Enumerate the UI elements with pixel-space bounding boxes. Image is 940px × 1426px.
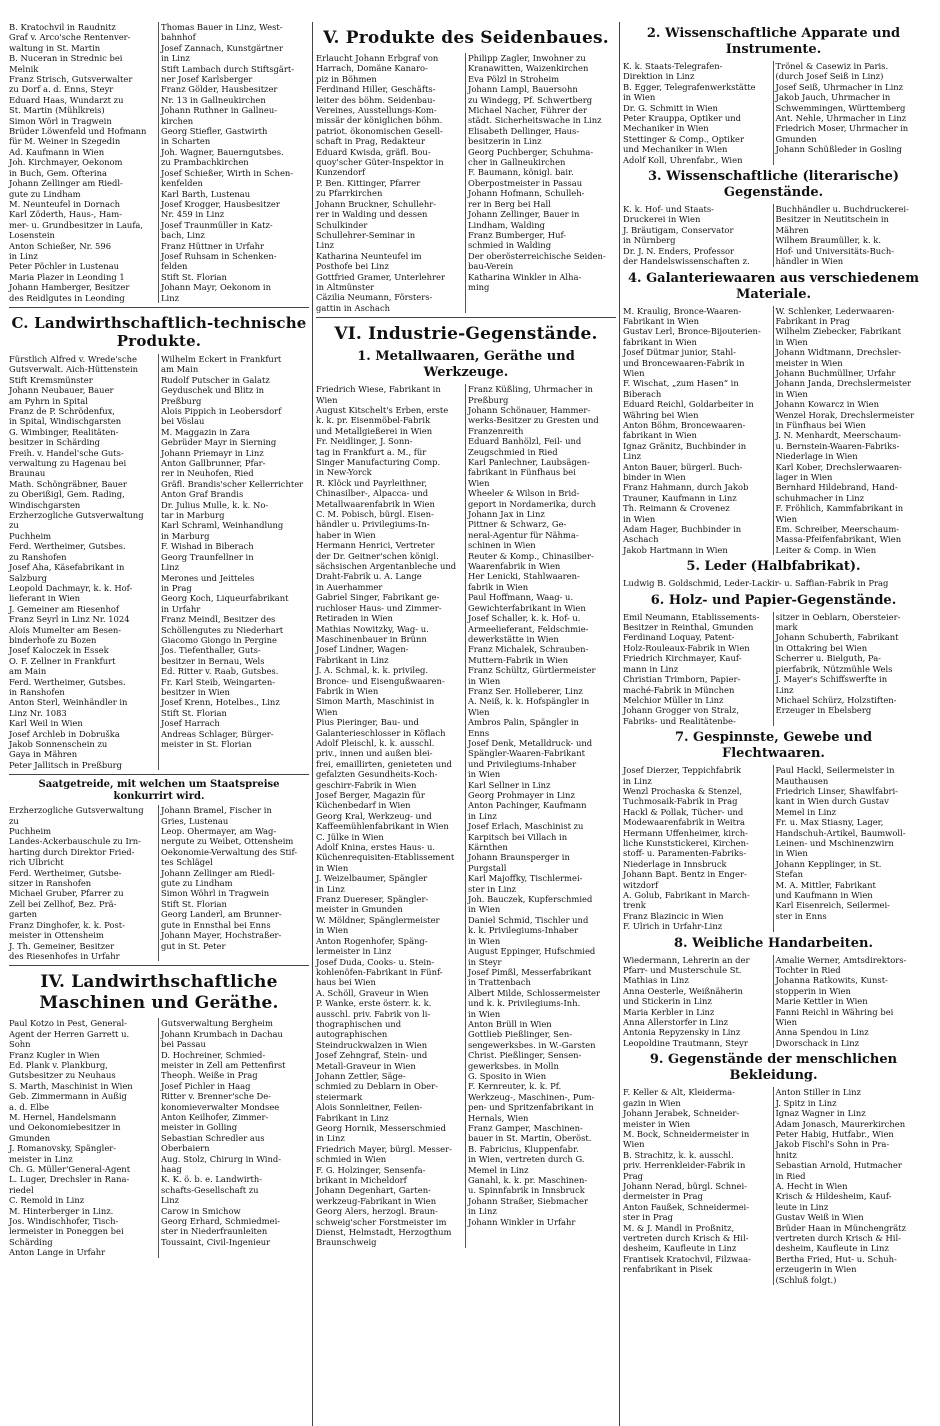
entries-3: [623, 204, 924, 266]
divider: [316, 317, 616, 318]
entries-right: sitzer in Oeblarn, Obersteier- mark Johann Schuberth, Fabrikant in Ottakring bei Wien Scherrer u. Bielguth, Pa- pierfabrik, Nützmühle Wels J. Mayer's Schiffswerfte in Linz Michael Schürz, Holzstiften- Erzeuger in Ebelsberg: [775, 611, 901, 716]
entries-right: Thomas Bauer in Linz, West- bahnhof Josef Zannach, Kunstgärtner in Linz Stift Lambach durch Stiftsgärt- ner Josef Karlsberger Franz Gölder, Hausbesitzer Nr. 13 in Gallneukirchen Johann Ruthner in Gallneu- kirchen Georg Stiefler, Gastwirth in Scharten Joh. Wagner, Bauerngutsbes. zu Prambachkirchen Josef Schießer, Wirth in Schen- kenfelden Karl Barth, Lustenau Josef Krogger, Hausbesitzer Nr. 459 in Linz Josef Traunmüller in Katz- bach, Linz Franz Hüttner in Urfahr Josef Ruhsam in Schenken- felden Stift St. Florian Johann Mayr, Oekonom in Linz: [161, 22, 295, 303]
entries-7: [623, 765, 924, 932]
subsection-title-7: 7. Gespinnste, Gewebe und Flechtwaaren.: [674, 730, 873, 762]
entries-left: K. k. Staats-Telegrafen- Direktion in Linz B. Egger, Telegrafenwerkstätte in Wien Dr. G. Schmitt in Wien Peter Krauppa, Optiker und Mechaniker in Wien Stettinger & Comp., Optiker und Mechaniker in Wien Adolf Koll, Uhrenfabr., Wien: [623, 61, 774, 165]
entries-saatgetreide: [9, 805, 309, 961]
entries-c: [9, 354, 309, 770]
subsection-title-6: 6. Holz- und Papier-Gegenstände.: [650, 592, 897, 608]
entries-left: Fürstlich Alfred v. Wrede'sche Gutsverwalt. Aich-Hüttenstein Stift Kremsmünster Johann Neubauer, Bauer am Pyhrn in Spital Franz de P. Schrödenfux, in Spital, Windischgarsten G. Wimbinger, Realitäten- besitzer in Schärding Freih. v. Handel'sche Guts- verwaltung zu Hagenau bei Braunau Math. Schöngräbner, Bauer zu Oberißigl, Gem. Rading, Windischgarsten Erzherzogliche Gutsverwaltung zu Puchheim Ferd. Wertheimer, Gutsbes. zu Ranshofen Josef Aha, Käsefabrikant in Salzburg Leopold Dachmayr, k. k. Hof- lieferant in Wien J. Gemeiner am Riesenhof Franz Seyrl in Linz Nr. 1024 Alois Mumelter am Besen- binderhofe zu Bozen Josef Kaloczek in Essek O. F. Zellner in Frankfurt am Main Ferd. Wertheimer, Gutsbes. in Ranshofen Anton Sterl, Weinhändler in Linz Nr. 1083 Karl Weil in Wien Josef Archleb in Dobruška Jakob Sonnenschein zu Gaya in Mähren Peter Jallitsch in Preßburg: [9, 354, 159, 770]
entries-left: Erzherzogliche Gutsverwaltung zu Puchheim Landes-Ackerbauschule zu Irn- harting durch Direktor Fried- rich Ulbricht Ferd. Wertheimer, Gutsbe- sitzer in Ranshofen Michael Gruber, Pfarrer zu Zell bei Zellhof, Bez. Prä- garten Franz Dinghofer, k. k. Post- meister in Ottensheim J. Th. Gemeiner, Besitzer des Riesenhofes in Urfahr: [9, 805, 159, 961]
subsection-title-2: 2. Wissenschaftliche Apparate und Instrumente.: [646, 26, 901, 57]
entries-left: Wiedermann, Lehrerin an der Pfarr- und Musterschule St. Mathias in Linz Anna Oesterle, Weißnäherin und Stickerin in Linz Maria Kerbler in Linz Anna Allerstorfer in Linz Antonia Repyzensky in Linz Leopoldine Trautmann, Steyr: [623, 955, 774, 1049]
entries-left: B. Kratochvil in Raudnitz Graf v. Arco'sche Rentenver- waltung in St. Martin B. Nuceran in Strednic bei Melnik Franz Strisch, Gutsverwalter zu Dorf a. d. Enns, Steyr Eduard Haas, Wundarzt zu St. Martin (Mühlkreis) Simon Wörl in Tragwein Brüder Löwenfeld und Hofmann für M. Weiner in Szegedin Ad. Kaufmann in Wien Joh. Kirchmayer, Oekonom in Buch, Gem. Ofterina Johann Zellinger am Riedl- gute zu Lindham M. Neunteufel in Dornach Karl Zöderth, Haus-, Ham- mer- u. Grundbesitzer in Laufa, Losenstein Anton Schießer, Nr. 596 in Linz Peter Pöchler in Lustenau Maria Plazer in Leonding 1 Johann Hamberger, Besitzer des Reidlgutes in Leonding: [9, 22, 159, 303]
entries-right: Anton Stiller in Linz J. Spitz in Linz Ignaz Wagner in Linz Adam Jonasch, Maurerkirchen Peter Habig, Hutfabr., Wien Jakob Fischl's Sohn in Pra- hnitz Sebastian Arnold, Hutmacher in Ried A. Hecht in Wien Krisch & Hildesheim, Kauf- leute in Linz Gustav Weiß in Wien Brüder Haan in Münchengrätz vertreten durch Krisch & Hil- desheim, Kaufleute in Linz Bertha Fried, Hut- u. Schuh- erzeugerin in Wien (Schluß folgt.): [775, 1087, 907, 1285]
subsection-title-9: 9. Gegenstände der menschlichen Bekleidung.: [649, 1052, 898, 1084]
subhead-saatgetreide: Saatgetreide, mit welchen um Staatspreise konkurrirt wird.: [38, 779, 280, 803]
entries-right: Gutsverwaltung Bergheim Johann Krumbach in Dachau bei Passau D. Hochreiner, Schmied- meister in Zell am Pettenfirst Theoph. Weiße in Prag Josef Pichler in Haag Ritter v. Brenner'sche De- konomieverwalter Mondsee Anton Keilhofer, Zimmer- meister in Golling Sebastian Schredler aus Oberbaiern Aug. Stolz, Chirurg in Wind- haag K. K. ö. b. e. Landwirth- schafts-Gesellschaft zu Linz Carow in Smichow Georg Erhard, Schmiedmei- ster in Niederfraunleiten Toussaint, Civil-Ingenieur: [161, 1018, 286, 1247]
entries-4: [623, 306, 924, 556]
entries-right: Amalie Werner, Amtsdirektors- Tochter in Ried Johanna Ratkowits, Kunst- stopperin in Wien Marie Kettler in Wien Fanni Reichl in Währing bei Wien Anna Spendou in Linz Dworschack in Linz: [775, 954, 907, 1048]
column-1: [6, 22, 313, 1426]
entries-right: Paul Hackl, Seilermeister in Mauthausen Friedrich Linser, Shawlfabri- kant in Wien durch Gustav Memel in Linz Fr. u. Max Stiasny, Lager, Handschuh-Artikel, Baumwoll- Leinen- und Mschinenzwirn in Wien Johann Kepplinger, in St. Stefan M. A. Mittler, Fabrikant und Kaufmann in Wien Karl Eisenreich, Seilermei- ster in Enns: [775, 765, 906, 921]
section-title-c: C. Landwirthschaftlich-technische Produkte.: [11, 313, 307, 350]
entries-2: [623, 61, 924, 165]
entries-right: Trönel & Casewiz in Paris. (durch Josef Seiß in Linz) Josef Seiß, Uhrmacher in Linz Jakob Jauch, Uhrmacher in Schwemmingen, Württemberg Ant. Nehle, Uhrmacher in Linz Friedrich Moser, Uhrmacher in Gmunden Johann Schüßleder in Gosling: [775, 61, 909, 155]
entries-left: Erlaucht Johann Erbgraf von Harrach, Domäne Kanaro- piz in Böhmen Ferdinand Hiller, Geschäfts- leiter des böhm. Seidenbau- Vereines, Ausstellungs-Kom- missär der königlichen böhm. patriot. ökonomischen Gesell- schaft in Prag, Redakteur Eduard Kwisda, gräfl. Bou- quoy'scher Güter-Inspektor in Kunzendorf P. Ben. Kittinger, Pfarrer zu Pfarrkirchen Johann Bruckner, Schullehr- rer in Walding und dessen Schulkinder Schullehrer-Seminar in Linz Katharina Neunteufel im Posthofe bei Linz Gottfried Gramer, Unterlehrer in Altmünster Cäzilia Neumann, Försters- gattin in Aschach: [316, 53, 466, 313]
entries-right: Johann Bramel, Fischer in Gries, Lustenau Leop. Ohermayer, am Wag- nergute zu Weibet, Ottensheim Oekonomie-Verwaltung des Stif- tes Schlägel Johann Zellinger am Riedl- gute zu Lindham Simon Wöhrl in Tragwein Stift St. Florian Georg Landerl, am Brunner- gute in Ennsthal bei Enns Johann Mayer, Hochstraßer- gut in St. Peter: [161, 805, 298, 951]
column-2: [313, 22, 620, 1426]
entries-right: Wilhelm Eckert in Frankfurt am Main Rudolf Putscher in Galatz Geyduschek und Blitz in Preßburg Alois Pippich in Leobersdorf bei Vöslau M. Maggazin in Zara Gebrüder Mayr in Sierning Johann Priemayr in Linz Anton Gallbrunner, Pfar- rer in Neuhofen, Ried Gräfl. Brandis'scher Kellerrichter Anton Graf Brandis Dr. Julius Mulle, k. k. No- tar in Marburg Karl Schraml, Weinhandlung in Marburg F. Wishad in Biberach Georg Traunfellner in Linz Merones und Jeitteles in Prag Georg Koch, Liqueurfabrikant in Urfahr Franz Meindl, Besitzer des Schöllengutes zu Niederhart Giacomo Giongo in Pergine Jos. Tiefenthaller, Guts- besitzer in Bernau, Wels Ed. Ritter v. Raab, Gutsbes. Fr. Karl Steib, Weingarten- besitzer in Wien Josef Krenn, Hotelbes., Linz Stift St. Florian Josef Harrach Andreas Schlager, Bürger- meister in St. Florian: [161, 353, 304, 749]
section-title-vi: VI. Industrie-Gegenstände.: [334, 324, 598, 345]
subsection-title-8: 8. Weibliche Handarbeiten.: [673, 935, 874, 951]
entries-v: [316, 53, 616, 313]
divider: [9, 965, 309, 966]
entries-6: [623, 612, 924, 726]
entries-9: [623, 1087, 924, 1285]
entries-right: Franz Küßling, Uhrmacher in Preßburg Johann Schönauer, Hammer- werks-Besitzer zu Gresten und Franzenreith Eduard Banhölzl, Feil- und Zeugschmied in Ried Karl Panlechner, Laubsägen- fabrikant in Fünfhaus bei Wien Wheeler & Wilson in Brid- geport in Nordamerika, durch Johann Jax in Linz Pittner & Schwarz, Ge- neral-Agentur für Nähma- schinen in Wien Reuter & Komp., Chinasilber- Waarenfabrik in Wien Her Lenicki, Stahlwaaren- fabrik in Wien Paul Hoffmann, Waag- u. Gewichterfabrikant in Wien Josef Schaller, k. k. Hof- u. Armeelieferant, Feldschmie- dewerkstätte in Wien Franz Michalek, Schrauben- Muttern-Fabrik in Wien Franz Schültz, Gürtlermeister in Wien Franz Ser. Holleberer, Linz A. Neiß, k. k. Hofspängler in Wien Ambros Palin, Spängler in Enns Josef Denk, Metalldruck- und Spängler-Waaren-Fabrikant und Privilegiums-Inhaber in Wien Karl Sellner in Linz Georg Prohmayer in Linz Anton Pachinger, Kaufmann in Linz Josef Erlach, Maschinist zu Karpitsch bei Villach in Kärnthen Johann Braunsperger in Purgstall Karl Majoffky, Tischlermei- ster in Linz Joh. Bauczek, Kupferschmied in Wien Daniel Schmid, Tischler und k. k. Privilegiums-Inhaber in Wien August Eppinger, Hufschmied in Steyr Josef Pimßl, Messerfabrikant in Trattenbach Albert Milde, Schlossermeister und k. k. Privilegiums-Inh. in Wien Anton Brüll in Wien Gottlieb Pießlinger, Sen- sengewerksbes. in W.-Garsten Christ. Pießlinger, Sensen- gewerksbes. in Molln G. Sposito in Wien F. Kernreuter, k. k. Pf. Werkzeug-, Maschinen-, Pum- pen- und Spritzenfabrikant in Hernals, Wien Franz Gamper, Maschinen- bauer in St. Martin, Oberöst. B. Fabricius, Kluppenfabr. in Wien, vertreten durch G. Memel in Linz Ganahl, k. k. pr. Maschinen- u. Spinnfabrik in Innsbruck Johann Straßer, Siebmacher in Linz Johann Winkler in Urfahr: [468, 384, 600, 1227]
entries-8: [623, 955, 924, 1049]
entries-right: Buchhändler u. Buchdruckerei- Besitzer in Neutitschein in Mähren Wilhem Braumüller, k. k. Hof- und Universitäts-Buch- händler in Wien: [775, 204, 909, 267]
entries-left: Paul Kotzo in Pest, General- Agent der Herren Garrett u. Sohn Franz Kugler in Wien Ed. Plank v. Plankburg, Gutsbesitzer zu Neuhaus S. Marth, Maschinist in Wien Geb. Zimmermann in Außig a. d. Elbe M. Hernel, Handelsmann und Oekonomiebesitzer in Gmunden J. Romanovsky, Spängler- meister in Linz Ch. G. Müller'General-Agent L. Luger, Drechsler in Rana- riedel C. Remold in Linz M. Hinterberger in Linz. Jos. Windischhofer, Tisch- lermeister in Poneggen bei Schärding Anton Lange in Urfahr: [9, 1018, 159, 1257]
subsection-title-1: 1. Metallwaaren, Geräthe und Werkzeuge.: [357, 349, 575, 381]
column-3: [620, 22, 927, 1426]
divider: [9, 307, 309, 308]
section-title-iv: IV. Landwirthschaftliche Maschinen und Geräthe.: [39, 972, 279, 1014]
entries-left: F. Keller & Alt, Kleiderma- gazin in Wien Johann Jerabek, Schneider- meister in Wien M. Bock, Schneidermeister in Wien B. Strachitz, k. k. ausschl. priv. Herrenkleider-Fabrik in Prag Johann Nerad, bürgl. Schnei- dermeister in Prag Anton Faußek, Schneidermei- ster in Prag M. & J. Mandl in Proßnitz, vertreten durch Krisch & Hil- desheim, Kaufleute in Linz Frantisek Kratochvil, Filzwaa- renfabrikant in Pisek: [623, 1087, 774, 1285]
entries-left: Emil Neumann, Etablissements- Besitzer in Reinthal, Gmunden Ferdinand Loquay, Patent- Holz-Rouleaux-Fabrik in Wien Friedrich Kirchmayer, Kauf- mann in Linz Christian Trimborn, Papier- maché-Fabrik in München Melchior Müller in Linz Johann Grogger von Stralz, Fabriks- und Realitätenbe-: [623, 612, 774, 726]
entries-left: M. Kraulig, Bronce-Waaren- Fabrikant in Wien Gustav Lerl, Bronce-Bijouterien- fabrikant in Wien Josef Dütmar junior, Stahl- und Broncewaaren-Fabrik in Wien F. Wischat, „zum Hasen“ in Biberach Eduard Reichl, Goldarbeiter in Währing bei Wien Anton Böhm, Broncewaaren- fabrikant in Wien Ignaz Gränitz, Buchbinder in Linz Anton Bauer, bürgerl. Buch- binder in Wien Franz Hahmann, durch Jakob Trauner, Kaufmann in Linz Th. Reimann & Crovenez in Wien Adam Hager, Buchbinder in Aschach Jakob Hartmann in Wien: [623, 306, 774, 556]
entries-left: Friedrich Wiese, Fabrikant in Wien August Kitschelt's Erben, erste k. k. pr. Eisenmöbel-Fabrik und Metallgießerei in Wien Fr. Neidlinger, J. Sonn- tag in Frankfurt a. M., für Singer Manufacturing Comp. in New-Yorck R. Klöck und Payrleithner, Chinasilber-, Alpacca- und Metallwaarenfabrik in Wien C. M. Pobisch, bürgl. Eisen- händler u. Privilegiums-In- haber in Wien Hermann Henrici, Vertreter der Dr. Geitner'schen königl. sächsischen Argentanbleche und Draht-Fabrik u. A. Lange in Auerhammer Gabriel Singer, Fabrikant ge- ruchloser Haus- und Zimmer- Retiraden in Wien Mathias Nowitzky, Wag- u. Maschinenbauer in Brünn Josef Lindner, Wagen- Fabrikant in Linz J. A. Schmal, k. k. privileg. Bronce- und Eisengußwaaren- Fabrik in Wien Simon Marth, Maschinist in Wien Pius Pieringer, Bau- und Galanterieschlosser in Köflach Adolf Pleischl, k. k. ausschl. priv., innen und außen blei- frei, emaillirten, genieteten und gefalzten Gesundheits-Koch- geschirr-Fabrik in Wien Josef Berger, Magazin für Küchenbedarf in Wien Georg Kral, Werkzeug- und Kaffeemühlenfabrikant in Wien C. Jülke in Wien Adolf Knina, erstes Haus- u. Küchenrequisiten-Etablissement in Wien J. Weizelbaumer, Spängler in Linz Franz Duereser, Spängler- meister in Gmunden W. Möldner, Spänglermeister in Wien Anton Rogenhofer, Späng- lermeister in Linz Josef Duda, Cooks- u. Stein- kohlenöfen-Fabrikant in Fünf- haus bei Wien A. Schöll, Graveur in Wien P. Wanke, erste österr. k. k. ausschl. priv. Fabrik von li- thographischen und autographischen Steindruckwalzen in Wien Josef Zehngraf, Stein- und Metall-Graveur in Wien Johann Zettler, Säge- schmied zu Deblarn in Ober- steiermark Alois Sonnleitner, Feilen- Fabrikant in Linz Georg Hornik, Messerschmied in Linz Friedrich Mayer, bürgl. Messer- schmied in Wien F. G. Holzinger, Sensenfa- brikant in Micheldorf Johann Degenhart, Garten- werkzeug-Fabrikant in Wien Georg Alers, herzogl. Braun- schweig'scher Forstmeister im Dienst, Helmstadt, Herzogthum Braunschweig: [316, 384, 466, 1248]
entries-iv: [9, 1018, 309, 1257]
subsection-title-5: 5. Leder (Halbfabrikat).: [686, 559, 861, 575]
entries-top: [9, 22, 309, 303]
subsection-title-3: 3. Wissenschaftliche (literarische) Gegenstände.: [648, 169, 899, 201]
divider: [9, 774, 309, 775]
entries-right: Philipp Zagler, Inwohner zu Kranawitten, Waizenkirchen Eva Pölzl in Stroheim Johann Lampl, Bauersohn zu Windegg, Pf. Schwertberg Michael Nacher, Führer der städt. Sicherheitswache in Linz Elisabeth Dellinger, Haus- besitzerin in Linz Georg Puchberger, Schuhma- cher in Gallneukirchen F. Baumann, königl. bair. Oberpostmeister in Passau Johann Hofmann, Schulleh- rer in Berg bei Hall Johann Zellinger, Bauer in Lindham, Walding Franz Bumberger, Huf- schmied in Walding Der oberösterreichische Seiden- bau-Verein Katharina Winkler in Alha- ming: [468, 53, 606, 292]
subsection-title-4: 4. Galanteriewaaren aus verschiedenem Materiale.: [627, 270, 920, 302]
entries-right: W. Schlenker, Lederwaaren- Fabrikant in Prag Wilhelm Ziebecker, Fabrikant in Wien Johann Widtmann, Drechsler- meister in Wien Johann Buchmüllner, Urfahr Johann Janda, Drechslermeister in Wien Johann Kowarcz in Wien Wenzel Horak, Drechslermeister in Fünfhaus bei Wien J. N. Menhardt, Meerschaum- u. Bernstein-Waaren-Fabriks- Niederlage in Wien Karl Kober, Drechslerwaaren- lager in Wien Bernhard Hildebrand, Hand- schuhmacher in Linz F. Fröhlich, Kammfabrikant in Wien Em. Schreiber, Meerschaum- Massa-Pfeifenfabrikant, Wien Leiter & Comp. in Wien: [775, 305, 915, 555]
entries-metal: [316, 384, 616, 1248]
section-title-v: V. Produkte des Seidenbaues.: [323, 28, 609, 48]
entries-left: Josef Dierzer, Teppichfabrik in Linz Wenzl Prochaska & Stenzel, Tuchmosaik-Fabrik in Prag Hackl & Pollak, Tücher- und Modewaarenfabrik in Weitra Hermann Uffenheimer, kirch- liche Kunststickerei, Kirchen- stoff- u. Paramenten-Fabriks- Niederlage in Innsbruck Johann Bapt. Bentz in Enger- witzdorf A. Golub, Fabrikant in March- trenk Franz Blazincic in Wien F. Ulrich in Urfahr-Linz: [623, 765, 774, 932]
entries-left: K. k. Hof- und Staats- Druckerei in Wien J. Bräutigam, Conservator in Nürnberg Dr. J. N. Enders, Professor der Handelswissenschaften z.: [623, 204, 774, 266]
entry-leder: Ludwig B. Goldschmid, Leder-Lackir- u. Saffian-Fabrik in Prag: [623, 578, 889, 589]
